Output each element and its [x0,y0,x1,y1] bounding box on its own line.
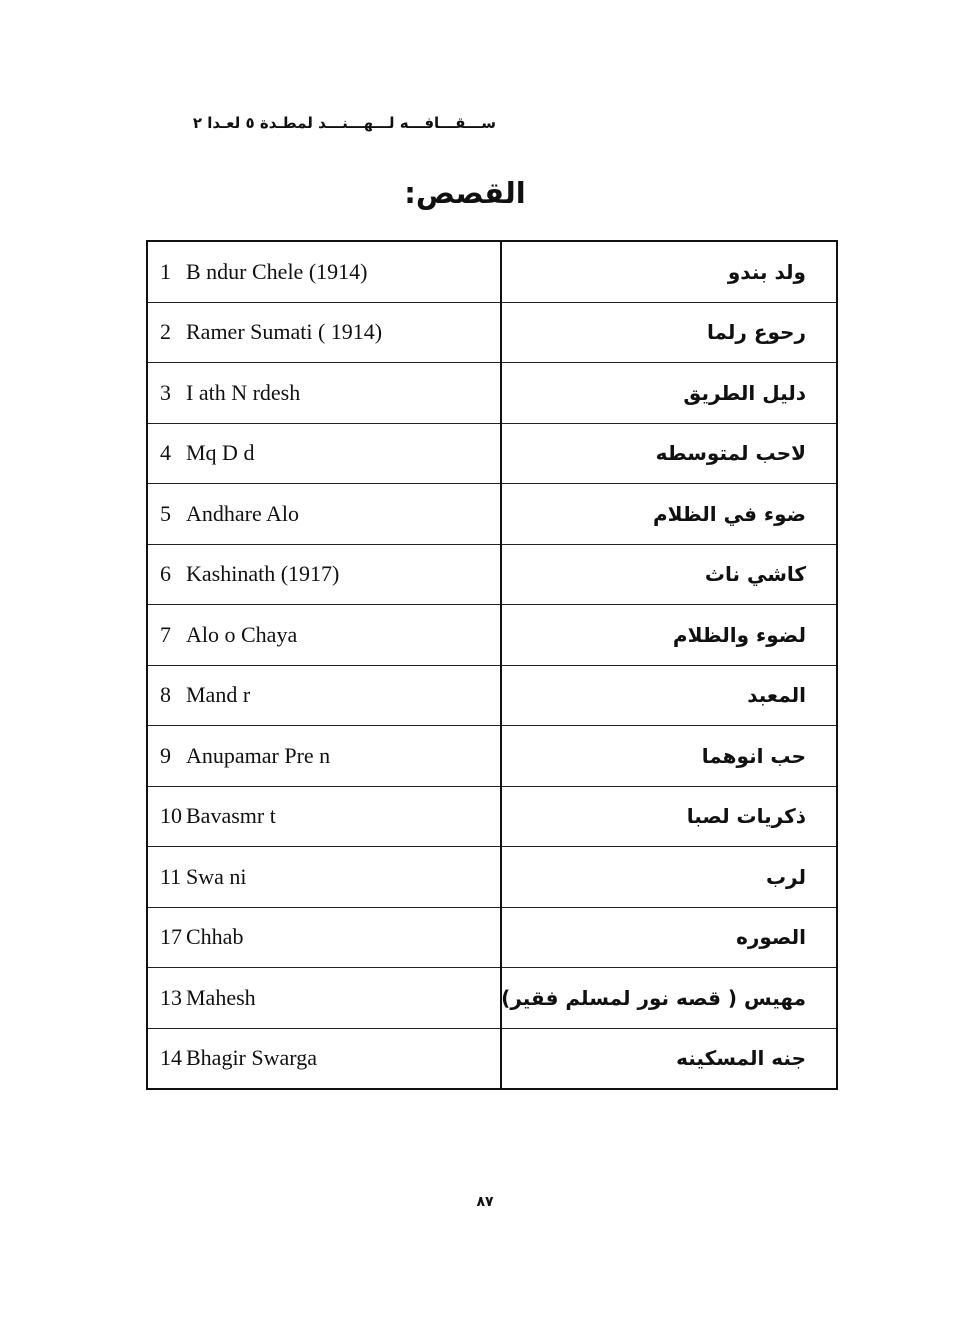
table-row [147,847,837,908]
english-title: Bavasmr t [186,803,276,829]
stories-table [146,240,838,1090]
arabic-title-cell: جنه المسكينه [501,1028,837,1089]
table-row [147,241,837,302]
arabic-title-cell: لضوء والظلام [501,605,837,666]
table-row [147,544,837,605]
row-number: 17 [160,924,182,950]
page-number: ٨٧ [476,1194,494,1210]
arabic-title-cell: الصوره [501,907,837,968]
arabic-title-cell: ذكريات لصبا [501,786,837,847]
section-title: القصص: [404,176,526,210]
english-title: Mq D d [186,440,255,466]
english-title: Alo o Chaya [186,621,298,647]
arabic-title-cell: حب انوهما [501,726,837,787]
row-number: 9 [160,742,171,768]
row-number: 1 [160,258,171,284]
english-title: Mahesh [186,984,256,1010]
row-number: 10 [160,803,182,829]
row-number: 7 [160,621,171,647]
arabic-title-cell: ضوء في الظلام [501,484,837,545]
english-title: Anupamar Pre n [186,742,331,768]
table-row [147,363,837,424]
arabic-title-cell: دليل الطريق [501,363,837,424]
row-number: 4 [160,440,171,466]
arabic-title-cell: مهيس ( قصه نور لمسلم فقير) [501,968,837,1029]
english-title: Ramer Sumati ( 1914) [186,319,383,345]
english-title-cell [147,665,501,726]
english-title: Swa ni [186,863,247,889]
row-number: 3 [160,379,171,405]
english-title: Kashinath (1917) [186,561,340,587]
row-number: 2 [160,319,171,345]
english-title: I ath N rdesh [186,379,301,405]
row-number: 11 [160,863,182,889]
row-number: 8 [160,682,171,708]
running-header: ســـقـــافـــه لـــهـــنـــد لمطـدة ٥ لعـدا ٢ [192,114,496,132]
table-row [147,423,837,484]
table-row [147,786,837,847]
english-title-cell [147,363,501,424]
english-title-cell [147,484,501,545]
table-row [147,484,837,545]
english-title-cell [147,241,501,302]
row-number: 6 [160,561,171,587]
english-title-cell [147,544,501,605]
table-row [147,302,837,363]
arabic-title-cell: رحوع رلما [501,302,837,363]
arabic-title-cell: لرب [501,847,837,908]
english-title-cell [147,907,501,968]
english-title-cell [147,302,501,363]
english-title: Chhab [186,924,244,950]
english-title-cell [147,786,501,847]
english-title: Bhagir Swarga [186,1045,317,1071]
table-row [147,605,837,666]
arabic-title-cell: لاحب لمتوسطه [501,423,837,484]
english-title: B ndur Chele (1914) [186,258,368,284]
english-title-cell [147,968,501,1029]
arabic-title-cell: ولد بندو [501,241,837,302]
arabic-title-cell: كاشي ناث [501,544,837,605]
row-number: 13 [160,984,182,1010]
table-row [147,726,837,787]
table-row [147,968,837,1029]
table-row [147,907,837,968]
arabic-title-cell: المعبد [501,665,837,726]
english-title-cell [147,847,501,908]
row-number: 5 [160,500,171,526]
row-number: 14 [160,1045,182,1071]
english-title-cell [147,605,501,666]
english-title: Andhare Alo [186,500,300,526]
english-title-cell [147,726,501,787]
english-title: Mand r [186,682,251,708]
english-title-cell [147,423,501,484]
table-row [147,1028,837,1089]
table-row [147,665,837,726]
english-title-cell [147,1028,501,1089]
